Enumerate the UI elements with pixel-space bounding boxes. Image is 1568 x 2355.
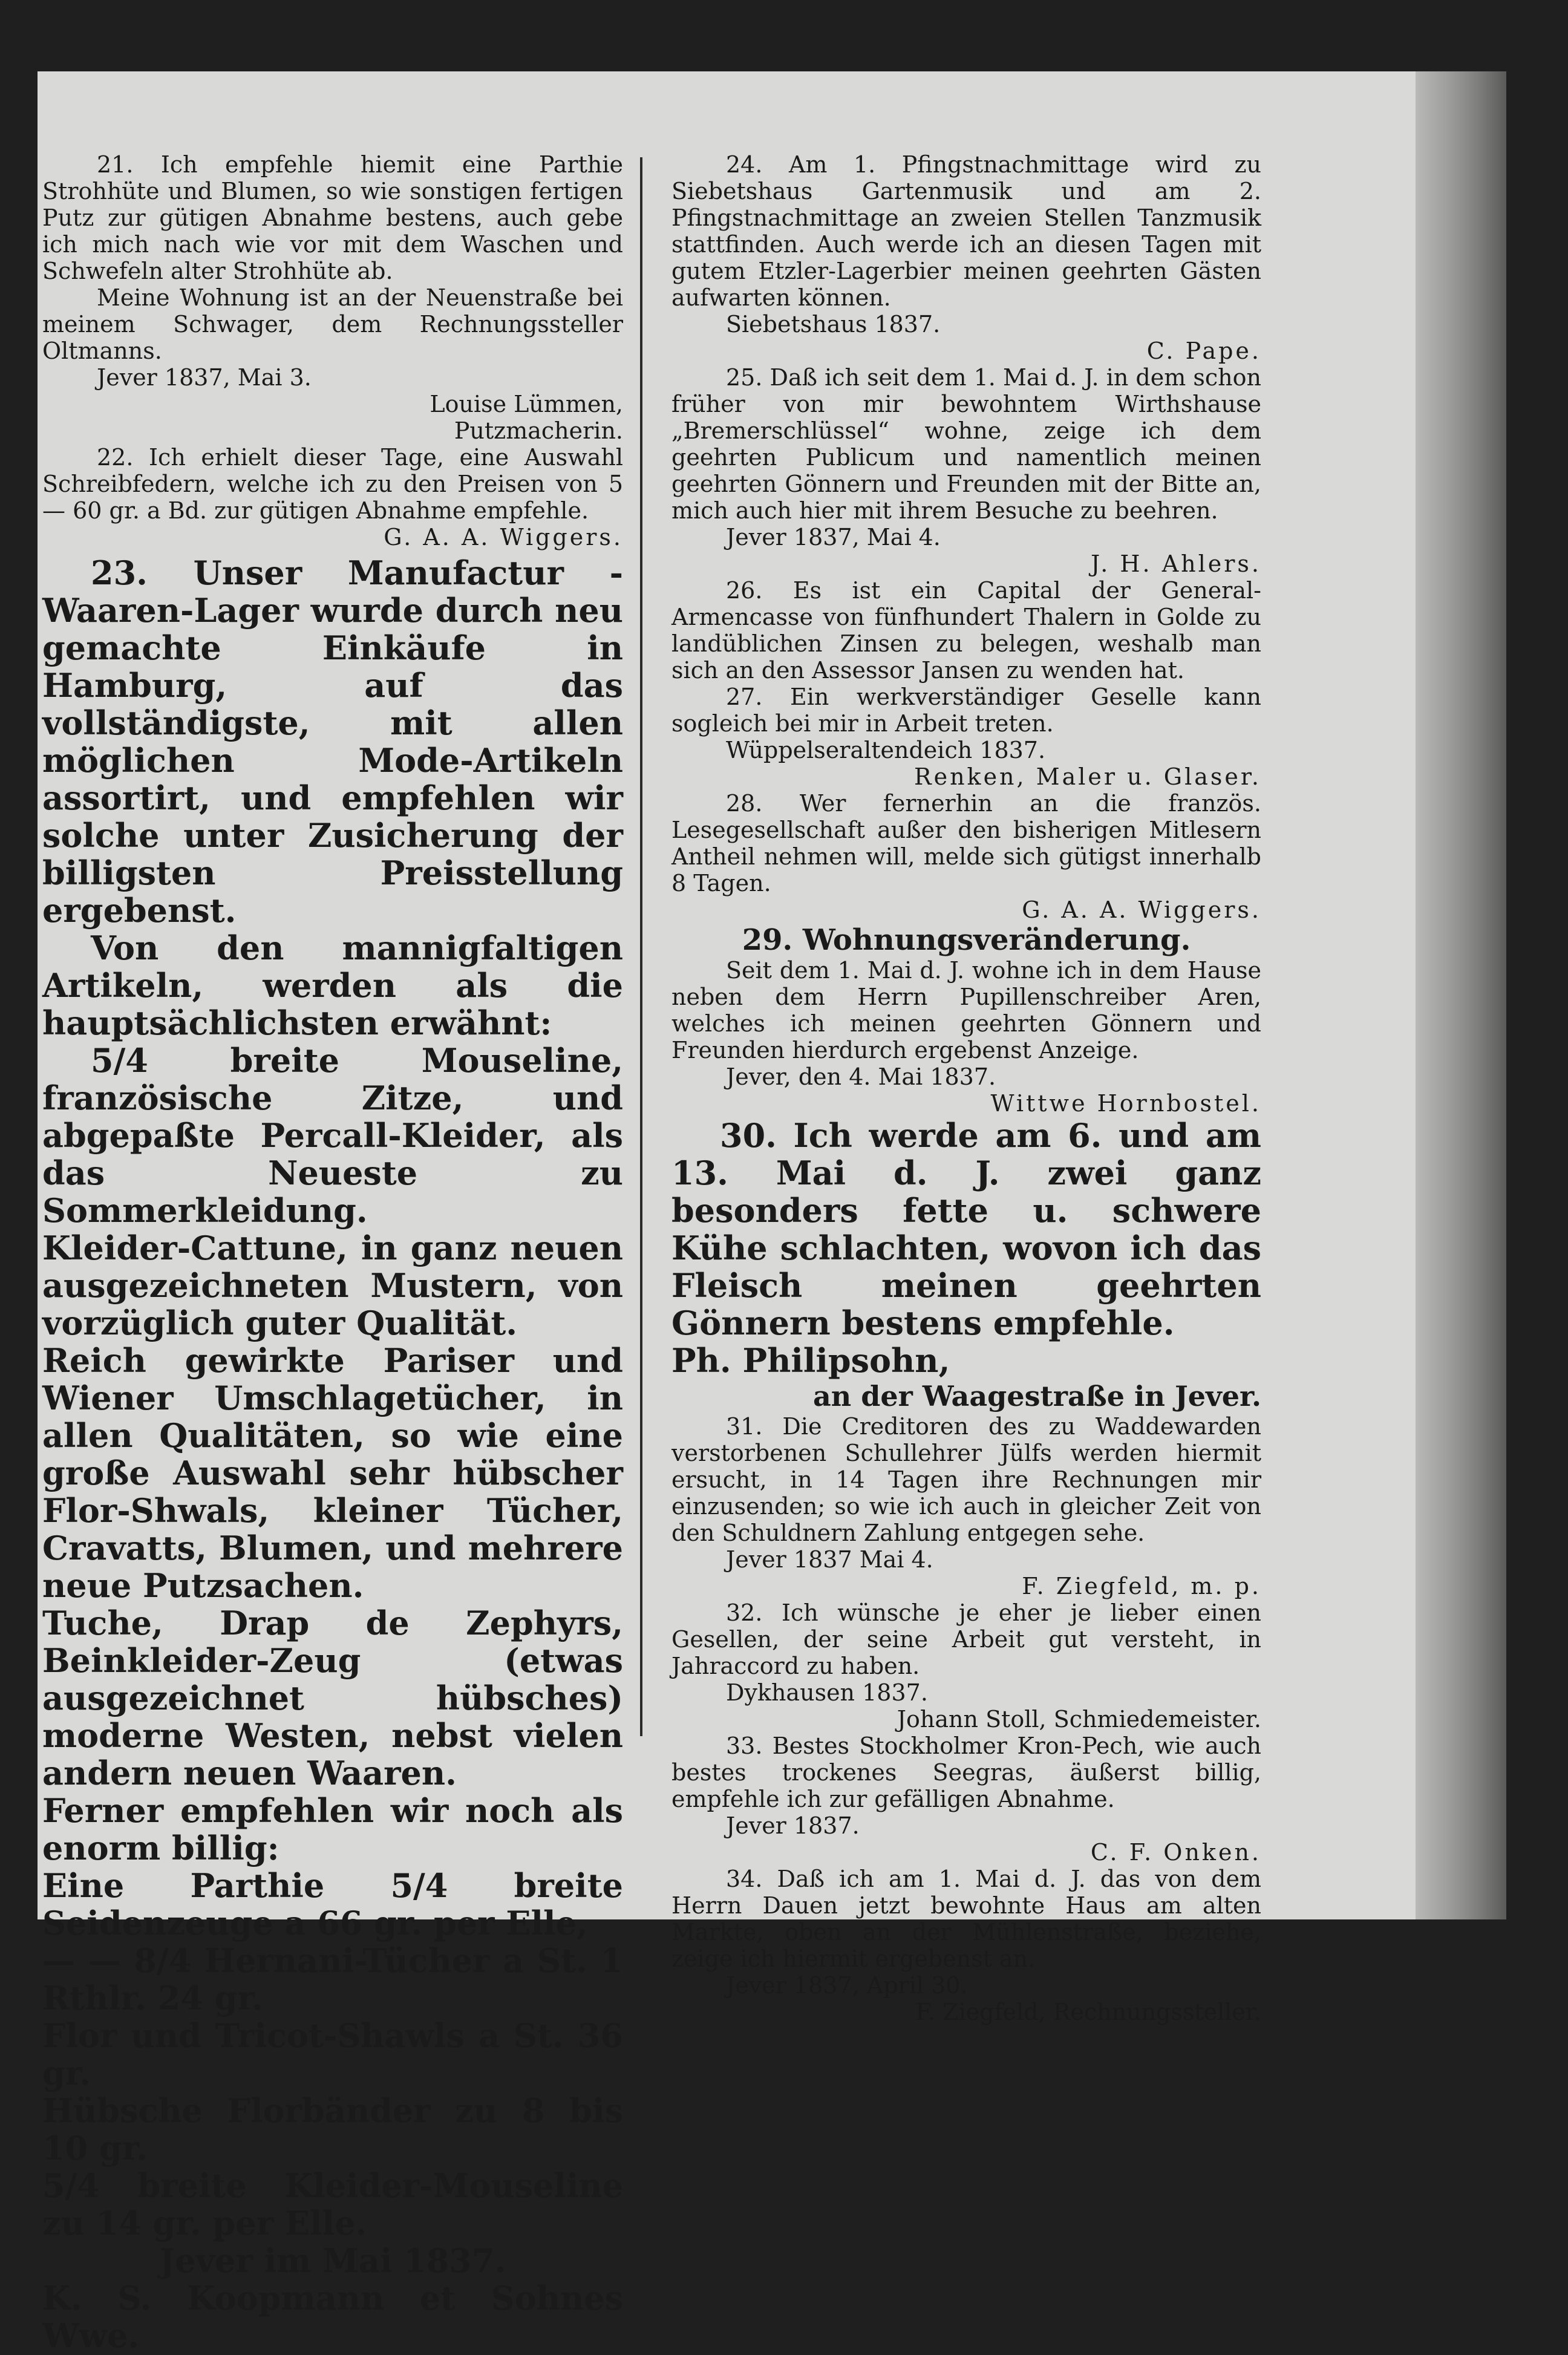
advert-signature: K. S. Koopmann et Sohnes Wwe.	[42, 2279, 623, 2355]
advert-signature: G. A. A. Wiggers.	[384, 524, 623, 550]
advert-text: 22. Ich erhielt dieser Tage, eine Auswahl Schreibfedern, welche ich zu den Preisen von 5 — 60 gr. a Bd. zur gütigen Abnahme empfehle.	[42, 444, 623, 524]
advert-text: 23. Unser Manufactur - Waaren-Lager wurde durch neu gemachte Einkäufe in Hamburg, auf das vollständigste, mit allen möglichen Mode-Artikeln assortirt, und empfehlen wir solche unter Zusicherung der billigsten Preisstellung ergebenst.	[42, 554, 623, 930]
advert-21	[42, 151, 623, 444]
advert-item: Reich gewirkte Pariser und Wiener Umschlagetücher, in allen Qualitäten, so wie eine große Auswahl sehr hübscher Flor-Shwals, kleiner Tücher, Cravatts, Blumen, und mehrere neue Putzsachen.	[42, 1341, 623, 1605]
advert-price: Eine Parthie 5/4 breite Seidenzeuge a 66 gr. per Elle,	[42, 1866, 623, 1942]
advert-signature-title: Putzmacherin.	[454, 417, 623, 444]
advert-text: 32. Ich wünsche je eher je lieber einen Gesellen, der seine Arbeit gut versteht, in Jahraccord zu haben.	[671, 1599, 1261, 1679]
advert-text: Von den mannigfaltigen Artikeln, werden als die hauptsächlichsten erwähnt:	[42, 929, 623, 1042]
advert-26	[671, 577, 1261, 684]
advert-signature: Ph. Philipsohn,	[671, 1341, 950, 1380]
advert-34	[671, 1866, 1261, 2025]
right-column	[671, 151, 1261, 2025]
advert-text: 34. Daß ich am 1. Mai d. J. das von dem Herrn Dauen jetzt bewohnte Haus am alten Markte, oben an der Mühlenstraße, beziehe, zeige ich hiermit ergebenst an.	[671, 1866, 1261, 1972]
advert-text: Seit dem 1. Mai d. J. wohne ich in dem Hause neben dem Herrn Pupillenschreiber Aren, welches ich meinen geehrten Gönnern und Freunden hierdurch ergebenst Anzeige.	[671, 957, 1261, 1063]
advert-text: Ferner empfehlen wir noch als enorm billig:	[42, 1791, 623, 1867]
advert-text: 24. Am 1. Pfingstnachmittage wird zu Siebetshaus Gartenmusik und am 2. Pfingstnachmittage an zweien Stellen Tanzmusik stattfinden. Auch werde ich an diesen Tagen mit gutem Etzler-Lagerbier meinen geehrten Gästen aufwarten können.	[671, 151, 1261, 311]
advert-signature: Louise Lümmen,	[430, 391, 623, 417]
advert-date: Jever, den 4. Mai 1837.	[726, 1063, 996, 1090]
advert-27	[671, 684, 1261, 790]
book-spine	[1416, 71, 1506, 1919]
advert-text: Meine Wohnung ist an der Neuenstraße bei meinem Schwager, dem Rechnungssteller Oltmanns.	[42, 284, 623, 364]
advert-23	[42, 554, 623, 2354]
advert-signature: J. H. Ahlers.	[1090, 550, 1261, 577]
advert-25	[671, 364, 1261, 577]
advert-item: 5/4 breite Mouseline, französische Zitze, und abgepaßte Percall-Kleider, als das Neueste zu Sommerkleidung.	[42, 1041, 623, 1230]
advert-signature: F. Ziegfeld, Rechnungssteller.	[915, 1999, 1261, 2025]
advert-signature-address: an der Waagestraße in Jever.	[812, 1380, 1261, 1413]
advert-text: 33. Bestes Stockholmer Kron-Pech, wie auch bestes trockenes Seegras, äußerst billig, empfehle ich zur gefälligen Abnahme.	[671, 1733, 1261, 1812]
left-column	[42, 151, 623, 2354]
advert-price: Hübsche Florbänder zu 8 bis 10 gr.	[42, 2091, 623, 2167]
advert-date: Jever 1837, Mai 3.	[97, 364, 312, 391]
advert-text: 26. Es ist ein Capital der General-Armencasse von fünfhundert Thalern in Golde zu landüblichen Zinsen zu belegen, weshalb man sich an den Assessor Jansen zu wenden hat.	[671, 577, 1261, 684]
advert-price: Flor und Tricot-Shawls a St. 36 gr.	[42, 2016, 623, 2092]
advert-signature: C. Pape.	[1146, 338, 1261, 364]
advert-30	[671, 1117, 1261, 1413]
advert-price: — — 8/4 Hernani-Tücher a St. 1 Rthlr. 24 gr.	[42, 1941, 623, 2017]
advert-price: 5/4 breite Kleider-Mouseline zu 14 gr. per Elle.	[42, 2166, 623, 2242]
advert-heading: 29. Wohnungsveränderung.	[742, 923, 1191, 957]
column-divider	[640, 157, 642, 1736]
advert-text: 25. Daß ich seit dem 1. Mai d. J. in dem schon früher von mir bewohntem Wirthshause „Bremerschlüssel“ wohne, zeige ich dem geehrten Publicum und namentlich meinen geehrten Gönnern und Freunden mit der Bitte an, mich auch hier mit ihrem Besuche zu beehren.	[671, 364, 1261, 524]
advert-28	[671, 790, 1261, 923]
advert-29	[671, 923, 1261, 1117]
advert-signature: Renken, Maler u. Glaser.	[913, 763, 1261, 790]
advert-date: Jever 1837, April 30.	[726, 1972, 968, 1999]
advert-item: Kleider-Cattune, in ganz neuen ausgezeichneten Mustern, von vorzüglich guter Qualität.	[42, 1229, 623, 1342]
advert-date: Wüppelseraltendeich 1837.	[726, 737, 1046, 763]
advert-24	[671, 151, 1261, 364]
advert-date: Jever 1837 Mai 4.	[726, 1546, 933, 1573]
advert-signature: Johann Stoll, Schmiedemeister.	[897, 1706, 1261, 1733]
advert-text: 21. Ich empfehle hiemit eine Parthie Strohhüte und Blumen, so wie sonstigen fertigen Putz zur gütigen Abnahme bestens, auch gebe ich mich nach wie vor mit dem Waschen und Schwefeln alter Strohhüte ab.	[42, 151, 623, 284]
advert-date: Jever 1837, Mai 4.	[726, 524, 941, 550]
advert-date: Jever 1837.	[726, 1812, 860, 1839]
advert-text: 28. Wer fernerhin an die französ. Lesegesellschaft außer den bisherigen Mitlesern Antheil nehmen will, melde sich gütigst innerhalb 8 Tagen.	[671, 790, 1261, 897]
advert-signature: Wittwe Hornbostel.	[990, 1090, 1261, 1117]
advert-text: 31. Die Creditoren des zu Waddewarden verstorbenen Schullehrer Jülfs werden hiermit ersucht, in 14 Tagen ihre Rechnungen mir einzusenden; so wie ich auch in gleicher Zeit von den Schuldnern Zahlung entgegen sehe.	[671, 1413, 1261, 1546]
advert-item: Tuche, Drap de Zephyrs, Beinkleider-Zeug (etwas ausgezeichnet hübsches) moderne Westen, nebst vielen andern neuen Waaren.	[42, 1604, 623, 1792]
advert-31	[671, 1413, 1261, 1599]
advert-text: 27. Ein werkverständiger Geselle kann sogleich bei mir in Arbeit treten.	[671, 684, 1261, 737]
advert-date: Dykhausen 1837.	[726, 1679, 928, 1706]
advert-32	[671, 1599, 1261, 1733]
advert-text: 30. Ich werde am 6. und am 13. Mai d. J. zwei ganz besonders fette u. schwere Kühe schlachten, wovon ich das Fleisch meinen geehrten Gönnern bestens empfehle.	[671, 1116, 1261, 1342]
advert-signature: G. A. A. Wiggers.	[1022, 897, 1261, 923]
advert-33	[671, 1733, 1261, 1866]
advert-signature: C. F. Onken.	[1090, 1839, 1261, 1866]
advert-signature: F. Ziegfeld, m. p.	[1022, 1573, 1261, 1599]
advert-date: Siebetshaus 1837.	[726, 311, 941, 338]
advert-date: Jever im Mai 1837.	[159, 2241, 506, 2280]
advert-22	[42, 444, 623, 550]
